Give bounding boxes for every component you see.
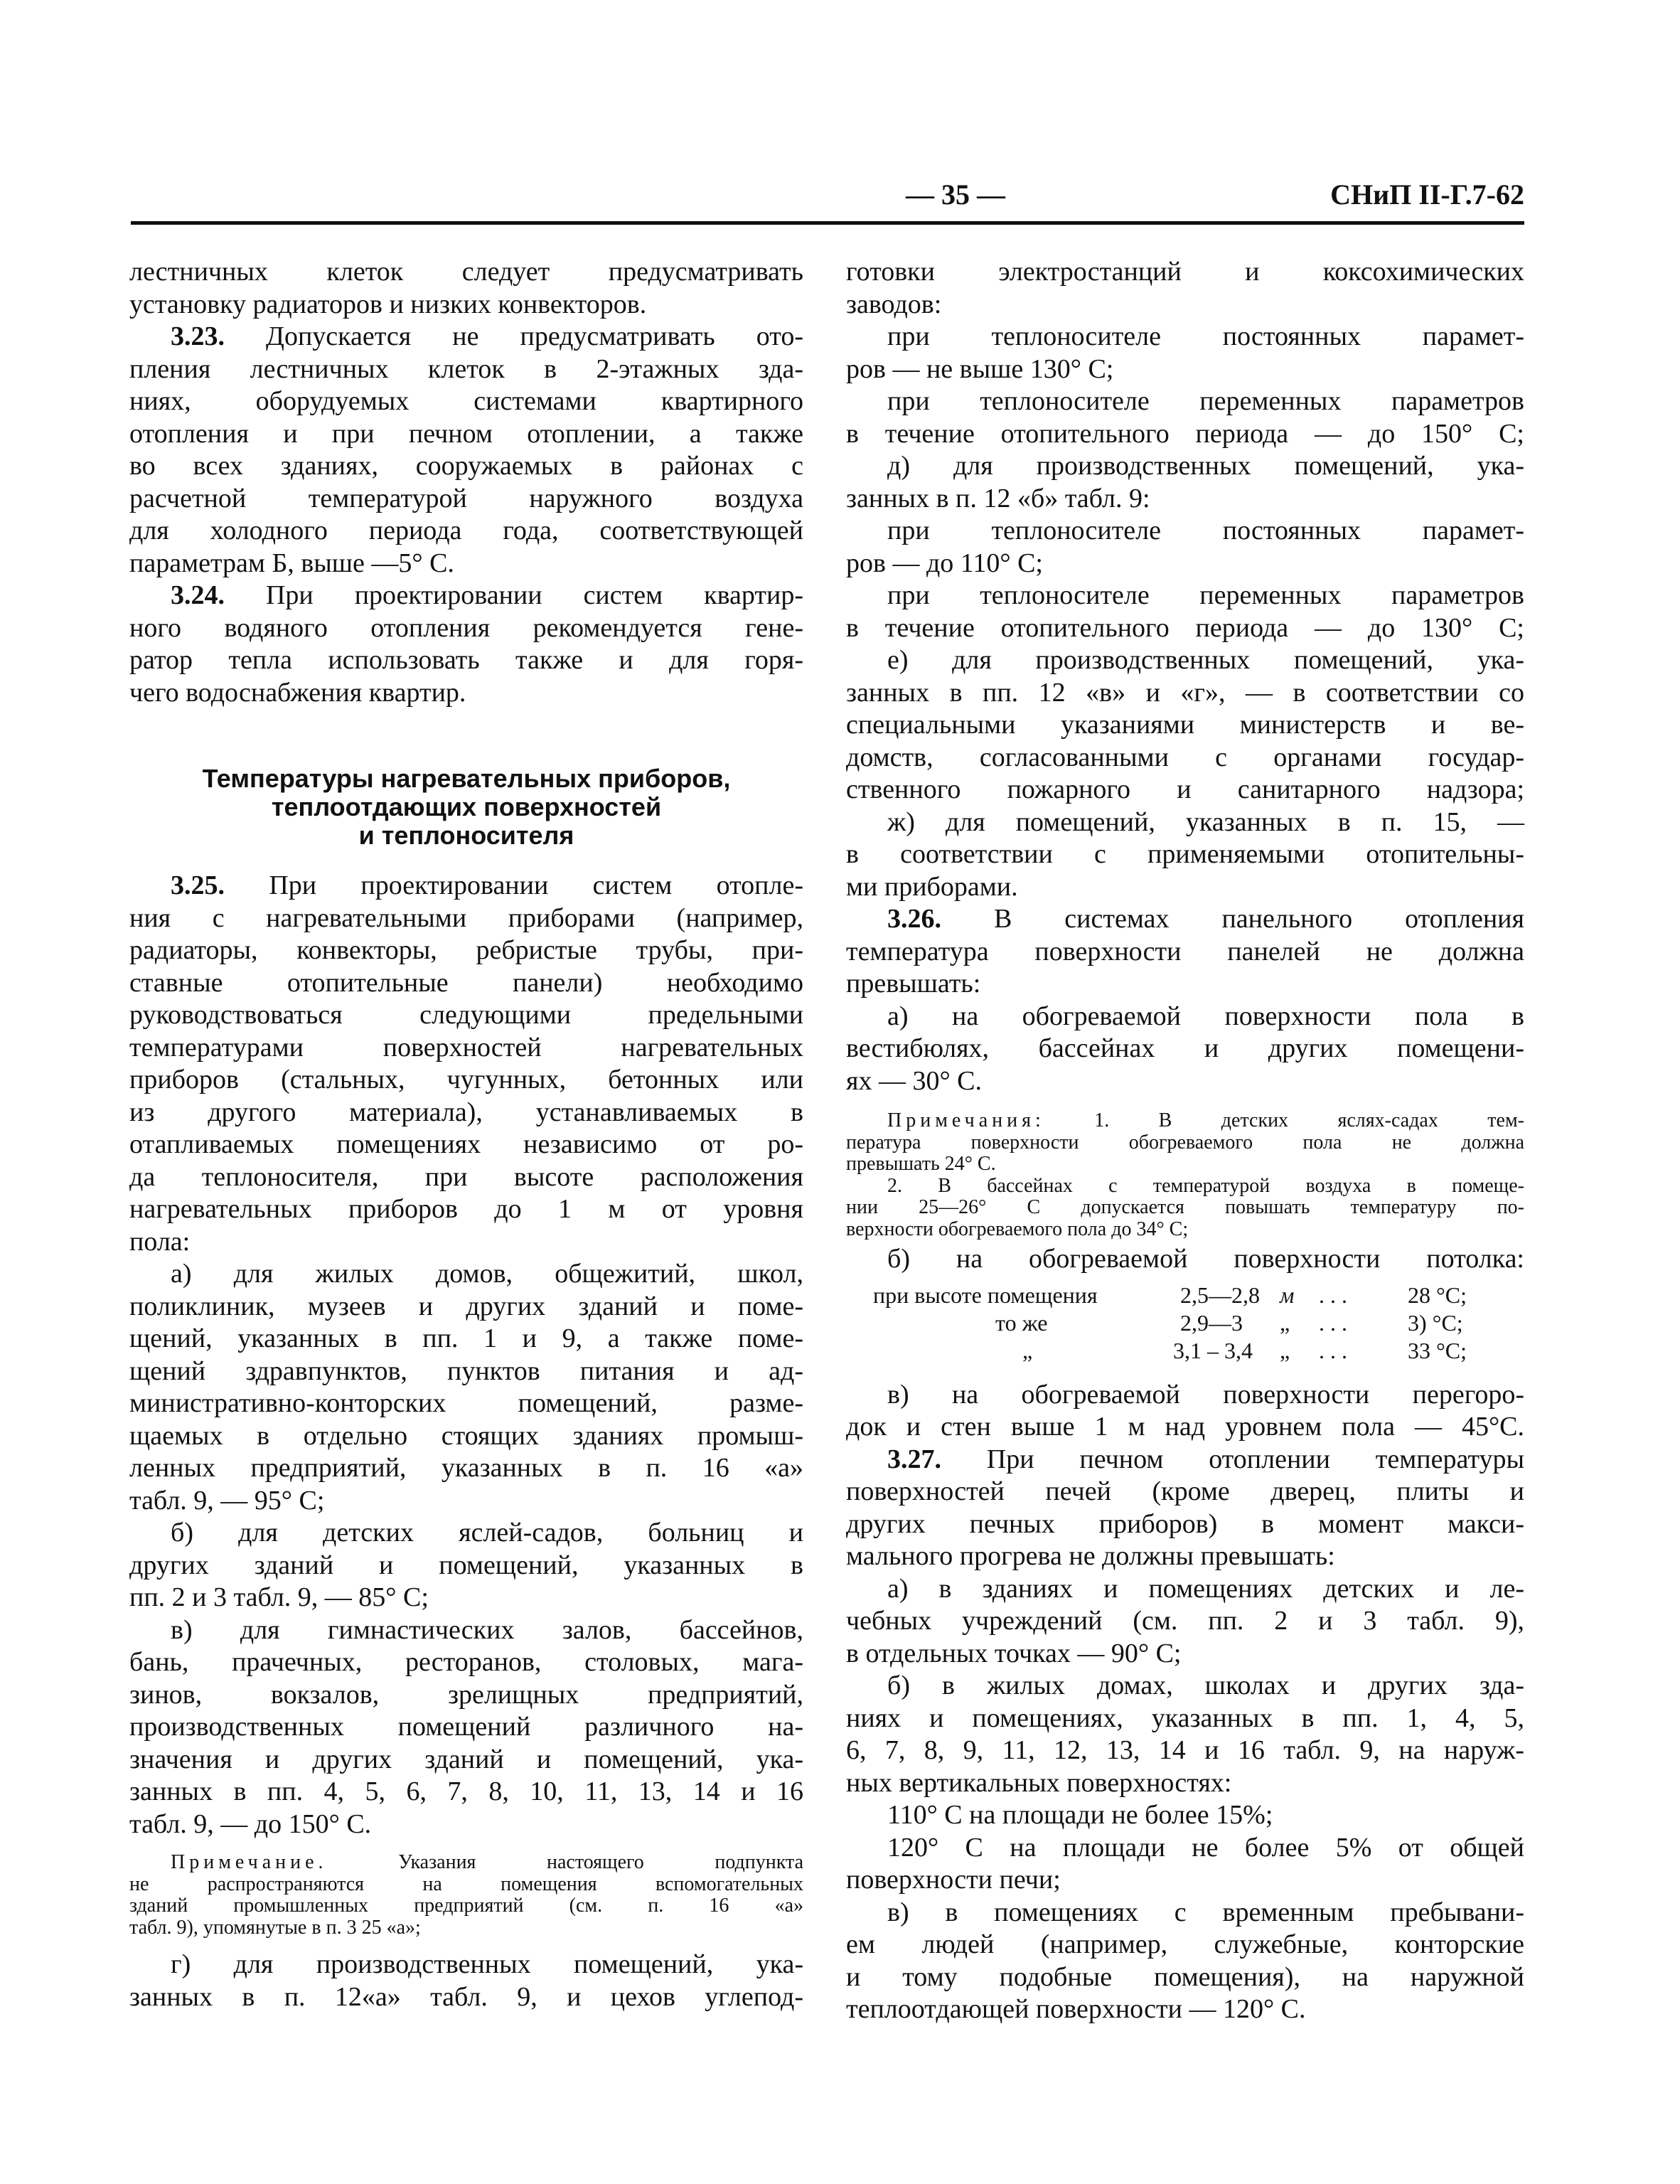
text-line: табл. 9, — до 150° С.	[129, 1809, 372, 1839]
note-line: пература поверхности обогреваемого пола не должна	[846, 1131, 1524, 1154]
text-line: занных в п. 12«а» табл. 9, и цехов углепод-	[129, 1981, 803, 2012]
text-line: расчетной температурой наружного воздуха	[129, 483, 803, 513]
notes-block	[846, 1110, 1524, 1240]
text-line: домств, согласованными с органами государ-	[846, 742, 1524, 772]
text-line: ях — 30° С.	[846, 1065, 983, 1096]
text-line: для холодного периода года, соответствующей	[129, 516, 803, 545]
row-label: „	[1022, 1337, 1033, 1363]
text-line: ставные отопительные панели) необходимо	[129, 967, 803, 998]
text-line: производственных помещений различного на-	[129, 1712, 803, 1742]
text-line: ленных предприятий, указанных в п. 16 «а»	[129, 1453, 803, 1483]
clause-3-26-first-line: 3.26. В системах панельного отопления	[887, 904, 1524, 934]
row-range: 2,5—2,8	[1180, 1282, 1260, 1308]
text-line: чебных учреждений (см. пп. 2 и 3 табл. 9),	[846, 1606, 1524, 1636]
text-line: температура поверхности панелей не должна	[846, 936, 1524, 966]
row-dots: . . .	[1319, 1337, 1347, 1363]
page-number: — 35 —	[906, 179, 1005, 211]
clause-3-23-first-line: 3.23. Допускается не предусматривать ото-	[171, 321, 804, 351]
text-line: лестничных клеток следует предусматривать	[129, 257, 803, 287]
text-line: нагревательных приборов до 1 м от уровня	[129, 1194, 803, 1224]
text-line: значения и других зданий и помещений, ука-	[129, 1744, 803, 1774]
ceiling-temperature-table	[846, 1282, 1524, 1365]
note-line: зданий промышленных предприятий (см. п. 16 «а»	[129, 1895, 803, 1917]
text-line: ных вертикальных поверхностях:	[846, 1767, 1232, 1798]
item-g-first-line: г) для производственных помещений, ука-	[171, 1949, 803, 1979]
text-line: занных в пп. 4, 5, 6, 7, 8, 10, 11, 13, 14 и 16	[129, 1777, 803, 1806]
table-row	[846, 1282, 1524, 1309]
note-label: Примечание.	[171, 1851, 328, 1873]
text-line: радиаторы, конвекторы, ребристые трубы, при-	[129, 935, 803, 965]
item-zh-first-line: ж) для помещений, указанных в п. 15, —	[887, 806, 1524, 837]
clause-number: 3.23.	[171, 321, 225, 351]
note-first-line: Примечание. Указания настоящего подпункта	[171, 1851, 803, 1873]
text-line: ратор тепла использовать также и для горя-	[129, 645, 803, 675]
text-line: 6, 7, 8, 9, 11, 12, 13, 14 и 16 табл. 9, на наруж-	[846, 1735, 1524, 1765]
text-line: других печных приборов) в момент макси-	[846, 1508, 1524, 1539]
item-d-first-line: д) для производственных помещений, ука-	[887, 451, 1524, 481]
notes-label: Примечания:	[887, 1109, 1045, 1131]
text-line: других зданий и помещений, указанных в	[129, 1550, 803, 1580]
item-b27-first-line: б) в жилых домах, школах и других зда-	[887, 1671, 1524, 1700]
text-line: отапливаемых помещениях независимо от ро-	[129, 1129, 803, 1159]
note-line: не распространяются на помещения вспомогательных	[129, 1873, 803, 1895]
heading-line: Температуры нагревательных приборов,	[202, 764, 731, 793]
clause-3-24-first-line: 3.24. При проектировании систем квартир-	[171, 580, 803, 610]
row-range: 2,9—3	[1180, 1309, 1243, 1336]
text-line: в течение отопительного периода — до 150° С;	[846, 418, 1524, 449]
clause-number: 3.27.	[887, 1444, 941, 1474]
table-row	[846, 1337, 1524, 1365]
note-line: превышать 24° С.	[846, 1153, 996, 1175]
text-line: во всех зданиях, сооружаемых в районах с	[129, 451, 803, 481]
item-v26-first-line: в) на обогреваемой поверхности перегоро-	[887, 1379, 1524, 1410]
text-line: приборов (стальных, чугунных, бетонных или	[129, 1065, 803, 1094]
row-dots: . . .	[1319, 1309, 1347, 1336]
text-line: ми приборами.	[846, 871, 1018, 902]
row-value: 3) °С;	[1408, 1309, 1463, 1336]
text-line: док и стен выше 1 м над уровнем пола — 45°С.	[846, 1412, 1524, 1442]
text-line: готовки электростанций и коксохимических	[846, 257, 1524, 287]
note-line: 2. В бассейнах с температурой воздуха в помеще-	[887, 1174, 1524, 1197]
header-rule	[131, 221, 1524, 225]
text-line: поверхностей печей (кроме дверец, плиты и	[846, 1476, 1524, 1506]
text-line: при теплоносителе постоянных парамет-	[887, 321, 1524, 351]
clause-3-27-first-line: 3.27. При печном отоплении температуры	[887, 1444, 1524, 1474]
row-label: при высоте помещения	[873, 1282, 1098, 1308]
text-line: превышать:	[846, 969, 981, 998]
text-line: в отдельных точках — 90° С;	[846, 1638, 1182, 1668]
text-line: ров — не выше 130° С;	[846, 353, 1114, 384]
row-unit: „	[1280, 1309, 1290, 1336]
text-line: в течение отопительного периода — до 130° С;	[846, 612, 1524, 643]
table-row	[846, 1309, 1524, 1337]
row-unit: м	[1280, 1282, 1295, 1308]
row-value: 33 °С;	[1408, 1337, 1467, 1363]
item-e-first-line: е) для производственных помещений, ука-	[887, 645, 1524, 675]
text-line: ниях, оборудуемых системами квартирного	[129, 386, 803, 416]
heading-line: и теплоносителя	[358, 821, 574, 850]
text-line: в соответствии с применяемыми отопительны-	[846, 839, 1524, 869]
text-line: поликлиник, музеев и других зданий и поме-	[129, 1291, 803, 1321]
heading-line: теплоотдающих поверхностей	[271, 792, 662, 821]
clause-number: 3.24.	[171, 580, 225, 610]
text-line: температурами поверхностей нагревательных	[129, 1032, 803, 1062]
text-line: зинов, вокзалов, зрелищных предприятий,	[129, 1679, 803, 1710]
clause-number: 3.25.	[171, 870, 225, 900]
item-a26-first-line: а) на обогреваемой поверхности пола в	[887, 1001, 1524, 1031]
text-line: ем людей (например, служебные, конторские	[846, 1929, 1524, 1959]
page-header	[131, 178, 1524, 228]
text-line: ного водяного отопления рекомендуется гене-	[129, 612, 803, 643]
text-line: занных в пп. 12 «в» и «г», — в соответствии со	[846, 677, 1524, 708]
note-line: верхности обогреваемого пола до 34° С;	[846, 1218, 1189, 1240]
item-b-first-line: б) для детских яслей-садов, больниц и	[171, 1518, 803, 1548]
row-unit: „	[1280, 1337, 1290, 1363]
text-line: руководствоваться следующими предельными	[129, 1000, 803, 1030]
text-line: 110° С на площади не более 15%;	[887, 1800, 1273, 1830]
text-line: ров — до 110° С;	[846, 548, 1043, 578]
text-line: бань, прачечных, ресторанов, столовых, мага-	[129, 1647, 803, 1677]
text-line: ственного пожарного и санитарного надзора;	[846, 774, 1524, 804]
text-line: табл. 9, — 95° С;	[129, 1485, 325, 1516]
note-first-line: Примечания: 1. В детских яслях-садах тем-	[887, 1109, 1524, 1131]
text-line: и тому подобные помещения), на наружной	[846, 1961, 1524, 1992]
text-line: ниях и помещениях, указанных в пп. 1, 4, 5,	[846, 1703, 1524, 1733]
text-line: установку радиаторов и низких конвекторов.	[129, 289, 647, 319]
row-label: то же	[995, 1309, 1048, 1336]
text-line: щений здравпунктов, пунктов питания и ад-	[129, 1355, 803, 1386]
text-line: при теплоносителе переменных параметров	[887, 580, 1524, 610]
left-column	[129, 256, 803, 2013]
item-a-first-line: а) для жилых домов, общежитий, школ,	[171, 1259, 803, 1289]
text-line: из другого материала), устанавливаемых в	[129, 1097, 803, 1127]
text-line: ния с нагревательными приборами (например,	[129, 902, 803, 933]
text-line: мального прогрева не должны превышать:	[846, 1541, 1335, 1571]
text-line: параметрам Б, выше —5° С.	[129, 548, 454, 578]
clause-3-25-first-line: 3.25. При проектировании систем отопле-	[171, 870, 803, 900]
right-column	[846, 256, 1524, 2026]
text-line: при теплоносителе переменных параметров	[887, 386, 1524, 416]
text-line: да теплоносителя, при высоте расположения	[129, 1161, 803, 1192]
text-line: пления лестничных клеток в 2-этажных зда-	[129, 353, 803, 384]
clause-number: 3.26.	[887, 904, 941, 934]
note-line: нии 25—26° С допускается повышать температуру по-	[846, 1196, 1524, 1218]
text-line: 120° С на площади не более 5% от общей	[887, 1832, 1524, 1863]
text-line: чего водоснабжения квартир.	[129, 677, 466, 708]
row-dots: . . .	[1319, 1282, 1347, 1308]
text-line: отопления и при печном отоплении, а также	[129, 418, 803, 449]
document-code: СНиП II-Г.7-62	[1330, 179, 1524, 211]
text-line: занных в п. 12 «б» табл. 9:	[846, 483, 1150, 513]
row-range: 3,1 – 3,4	[1173, 1337, 1253, 1363]
text-line: министративно-конторских помещений, разме-	[129, 1388, 803, 1418]
item-v-first-line: в) для гимнастических залов, бассейнов,	[171, 1614, 803, 1645]
note-line: табл. 9), упомянутые в п. 3 25 «а»;	[129, 1916, 421, 1939]
text-line: пп. 2 и 3 табл. 9, — 85° С;	[129, 1582, 429, 1612]
text-line: при теплоносителе постоянных парамет-	[887, 516, 1524, 545]
row-value: 28 °С;	[1408, 1282, 1467, 1308]
item-a27-first-line: а) в зданиях и помещениях детских и ле-	[887, 1573, 1524, 1604]
text-line: специальными указаниями министерств и ве-	[846, 710, 1524, 740]
text-line: заводов:	[846, 289, 942, 319]
item-b26-line: б) на обогреваемой поверхности потолка:	[887, 1244, 1524, 1274]
item-v27-first-line: в) в помещениях с временным пребывани-	[887, 1897, 1524, 1927]
text-line: щений, указанных в пп. 1 и 9, а также поме-	[129, 1323, 803, 1353]
text-line: вестибюлях, бассейнах и других помещени-	[846, 1033, 1524, 1063]
note-block	[129, 1852, 803, 1939]
text-line: теплоотдающей поверхности — 120° С.	[846, 1994, 1306, 2024]
text-line: щаемых в отдельно стоящих зданиях промыш-	[129, 1420, 803, 1451]
text-line: поверхности печи;	[846, 1865, 1061, 1895]
section-heading	[129, 765, 803, 850]
text-line: пола:	[129, 1226, 191, 1257]
